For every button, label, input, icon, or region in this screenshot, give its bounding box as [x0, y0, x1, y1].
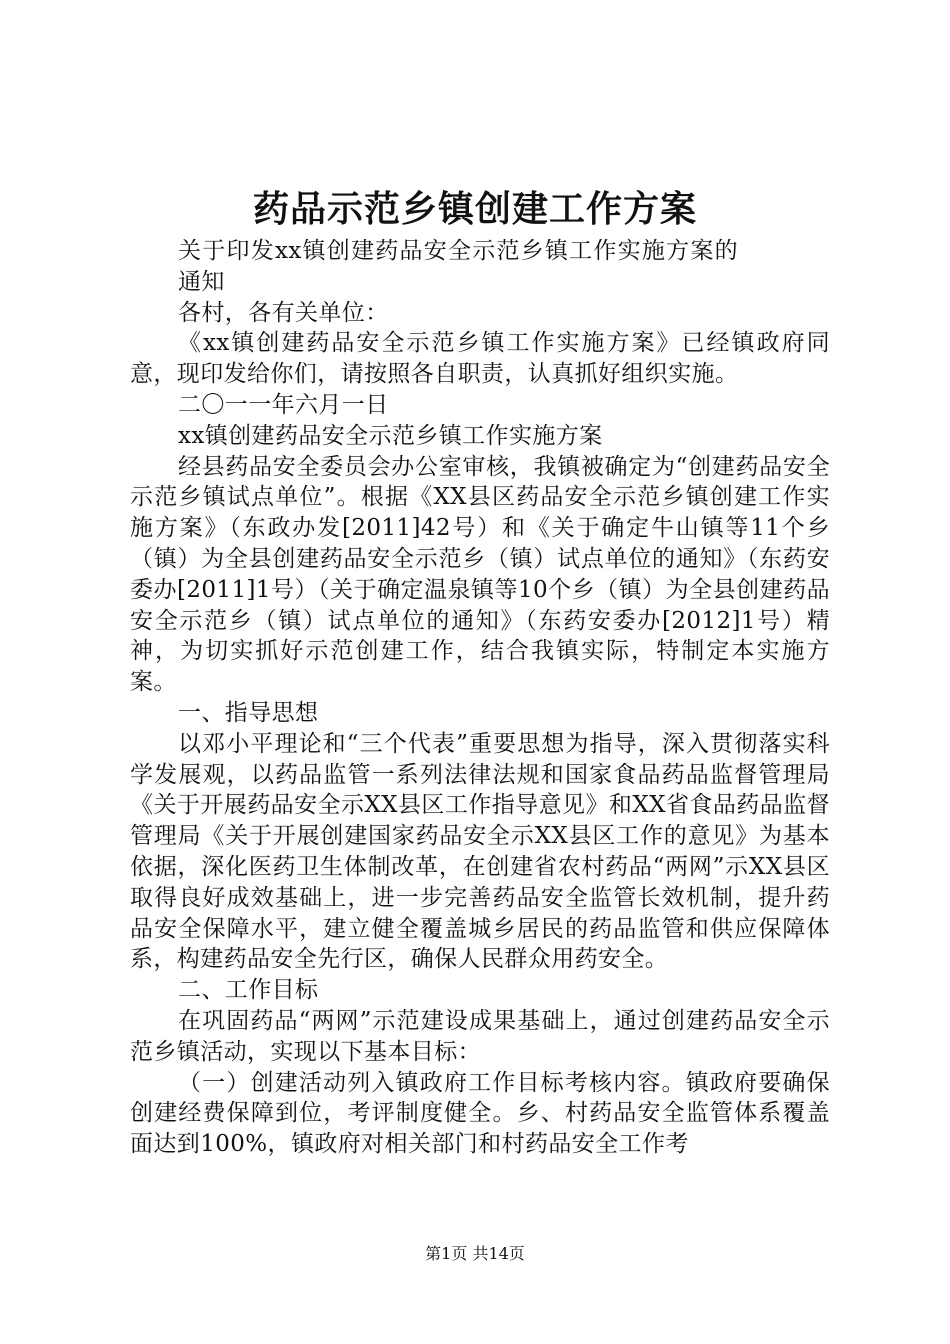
intro-paragraph: 经县药品安全委员会办公室审核，我镇被确定为“创建药品安全示范乡镇试点单位”。根据《XX县区药品安全示范乡镇创建工作实施方案》（东政办发[2011]42号）和《关于确定牛山镇等11个乡（镇）为全县创建药品安全示范乡（镇）试点单位的通知》（东药安委办[2011]1号）（关于确定温泉镇等10个乡（镇）为全县创建药品安全示范乡（镇）试点单位的通知》（东药安委办[2012]1号）精神，为切实抓好示范创建工作，结合我镇实际，特制定本实施方案。	[130, 453, 830, 696]
salutation: 各村，各有关单位：	[178, 299, 389, 326]
notice-heading: 关于印发xx镇创建药品安全示范乡镇工作实施方案的通知	[178, 238, 738, 295]
section-heading-work-goals: 二、工作目标	[178, 977, 319, 1004]
notice-date: 二〇一一年六月一日	[178, 391, 389, 418]
document-body	[130, 236, 830, 1160]
document-title: 药品示范乡镇创建工作方案	[252, 188, 697, 230]
goal-item-1: （一）创建活动列入镇政府工作目标考核内容。镇政府要确保创建经费保障到位，考评制度健全。乡、村药品安全监管体系覆盖面达到100%，镇政府对相关部门和村药品安全工作考	[130, 1069, 830, 1158]
guiding-thought-paragraph: 以邓小平理论和“三个代表”重要思想为指导，深入贯彻落实科学发展观，以药品监管一系列法律法规和国家食品药品监督管理局《关于开展药品安全示XX县区工作指导意见》和XX省食品药品监督管理局《关于开展创建国家药品安全示XX县区工作的意见》为基本依据，深化医药卫生体制改革，在创建省农村药品“两网”示XX县区取得良好成效基础上，进一步完善药品安全监管长效机制，提升药品安全保障水平，建立健全覆盖城乡居民的药品监管和供应保障体系，构建药品安全先行区，确保人民群众用药安全。	[130, 730, 830, 973]
page-number: 第1页 共14页	[425, 1244, 525, 1263]
work-goals-paragraph: 在巩固药品“两网”示范建设成果基础上，通过创建药品安全示范乡镇活动，实现以下基本目标：	[130, 1007, 830, 1065]
section-heading-guiding-thought: 一、指导思想	[178, 699, 319, 726]
plan-heading: xx镇创建药品安全示范乡镇工作实施方案	[178, 422, 603, 449]
notice-body: 《xx镇创建药品安全示范乡镇工作实施方案》已经镇政府同意，现印发给你们，请按照各自职责，认真抓好组织实施。	[130, 330, 830, 388]
